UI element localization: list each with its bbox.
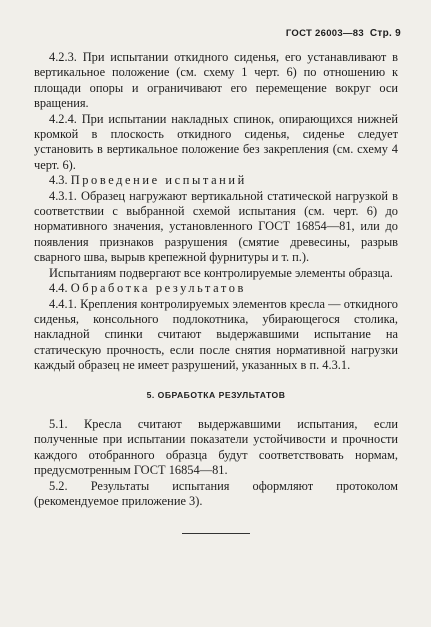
paragraph-4-3-1: 4.3.1. Образец нагружают вертикальной статической нагрузкой в соответствии с выбранной схемой испытания (см. черт. 6) до нормативного значения, установленного ГОСТ 16854—81, или до появления признаков разрушения (смятие древесины, разрыв сварного шва, вырыв крепежной фурнитуры и т. п.). [34, 188, 398, 265]
subsection-number: 4.4. [49, 281, 68, 296]
subsection-heading-4-4 [34, 281, 398, 296]
paragraph-4-2-3: 4.2.3. При испытании откидного сиденья, его устанавливают в вертикальное положение (см. схему 1 черт. 6) по отношению к площади опоры и ограничивают его перемещение вокруг оси вращения. [34, 50, 398, 111]
paragraph-5-1: 5.1. Кресла считают выдержавшими испытания, если полученные при испытании показатели устойчивости и прочности каждого отобранного образца будут соответствовать нормам, предусмотренным ГОСТ 16854—81. [34, 416, 398, 478]
page-number: Стр. 9 [369, 28, 401, 39]
subsection-number: 4.3. [49, 173, 68, 188]
subsection-title: Обработка результатов [70, 281, 246, 296]
paragraph-4-2-4: 4.2.4. При испытании накладных спинок, опирающихся нижней кромкой в плоскость откидного сиденья, сиденье следует установить в вертикальное положение без закрепления (см. схему 4 черт. 6). [34, 111, 398, 172]
end-rule-divider [182, 533, 250, 534]
paragraph-4-4-1: 4.4.1. Крепления контролируемых элементов кресла — откидного сиденья, консольного подлокотника, убирающегося столика, накладной спинки считают выдержавшими испытание на статическую прочность, если после снятия нормативной нагрузки каждый образец не имеет разрушений, указанных в п. 4.3.1. [34, 296, 398, 373]
standard-number: ГОСТ 26003—83 [285, 28, 364, 39]
paragraph-5-2: 5.2. Результаты испытания оформляют протоколом (рекомендуемое приложение 3). [34, 478, 398, 508]
document-body [34, 50, 398, 534]
section-heading: 5. ОБРАБОТКА РЕЗУЛЬТАТОВ [146, 389, 286, 400]
paragraph-4-3-note: Испытаниям подвергают все контролируемые элементы образца. [49, 265, 393, 280]
running-header [286, 28, 401, 39]
subsection-heading-4-3 [34, 173, 398, 188]
subsection-title: Проведение испытаний [70, 173, 247, 188]
